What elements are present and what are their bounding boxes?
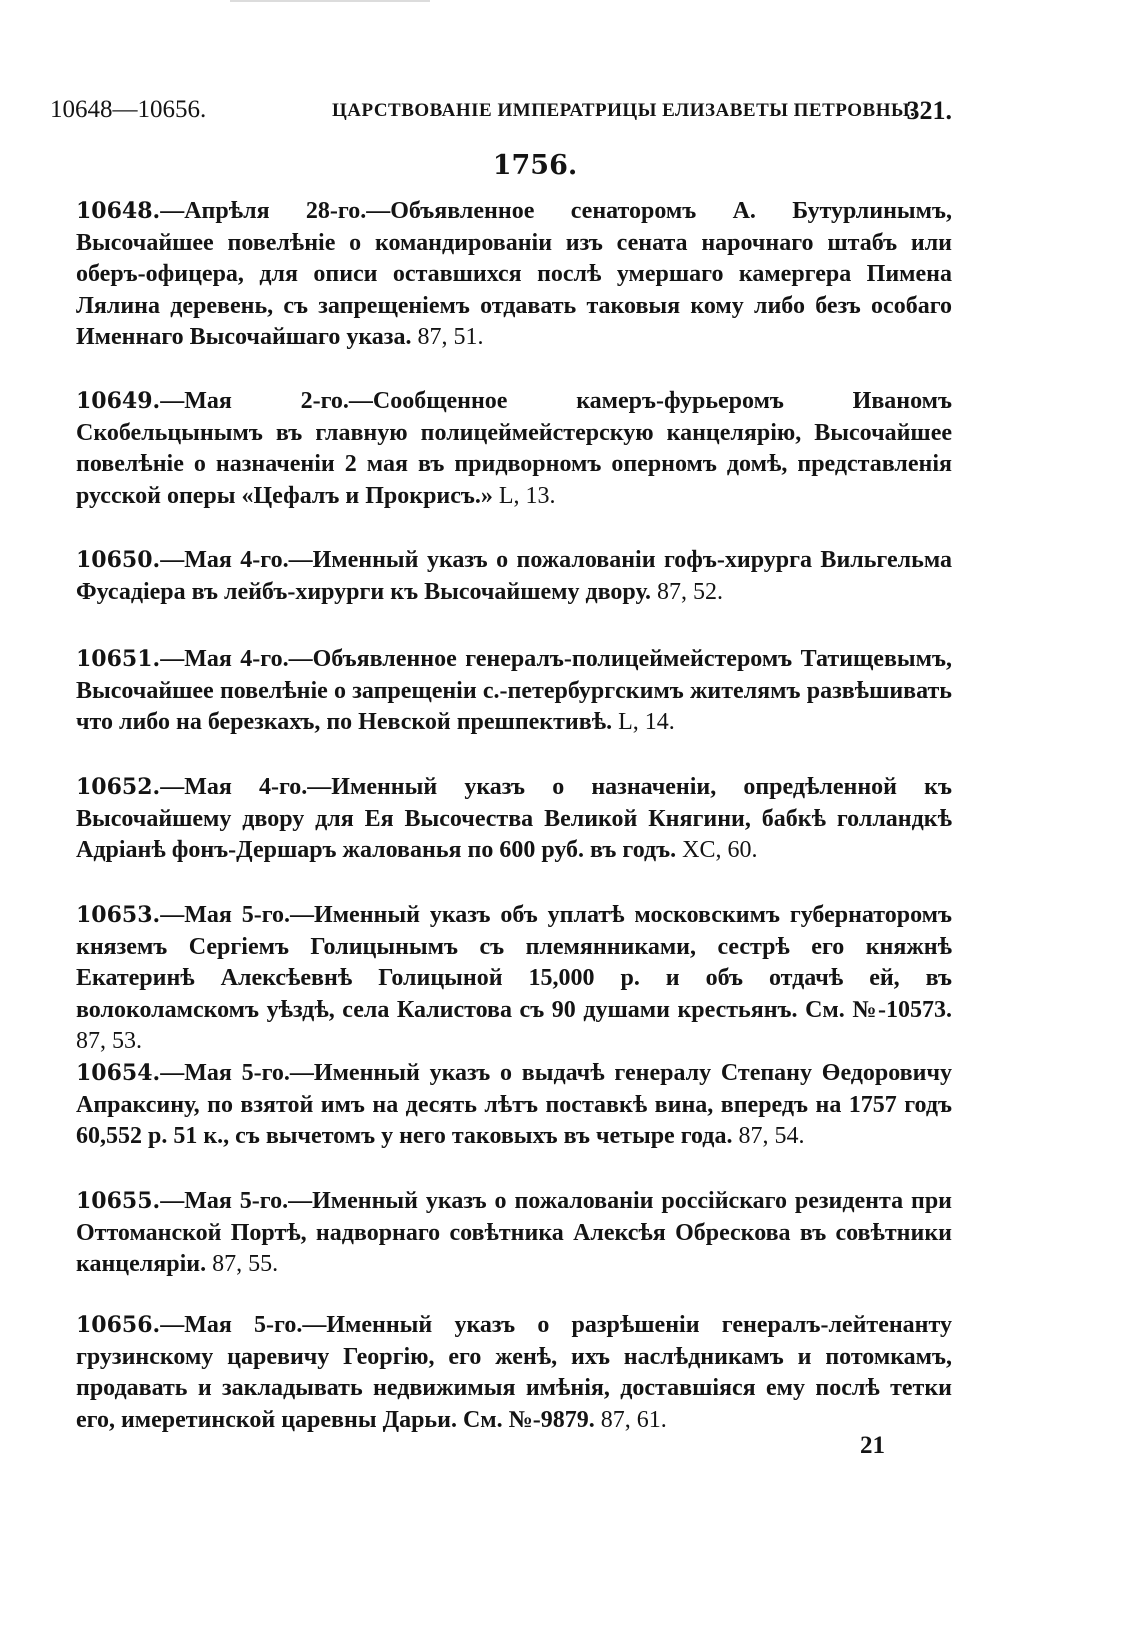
- page-number: 321.: [906, 96, 952, 125]
- entry-date: —Мая 5-го.—: [160, 1312, 327, 1338]
- entry-date: —Мая 4-го.—: [160, 646, 313, 672]
- running-header: [50, 96, 952, 132]
- entry-10648: [76, 196, 952, 354]
- entry-date: —Мая 4-го.—: [160, 774, 332, 800]
- entry-10656: [76, 1310, 952, 1436]
- entry-reference: 87, 52.: [651, 578, 724, 605]
- entry-reference: L, 14.: [612, 709, 675, 735]
- entry-date: —Мая 2-го.—: [160, 388, 373, 414]
- year-heading: 1756.: [492, 150, 578, 181]
- entry-number: 10656.: [76, 1312, 161, 1338]
- entry-reference: 87, 51.: [411, 324, 484, 350]
- entry-date: —Мая 5-го.—: [160, 1188, 313, 1214]
- running-title: ЦАРСТВОВАНІЕ ИМПЕРАТРИЦЫ ЕЛИЗАВЕТЫ ПЕТРОВНЫ.: [332, 100, 916, 121]
- entry-10654: [76, 1058, 952, 1153]
- entry-number: 10649.: [76, 388, 161, 414]
- entry-reference: XC, 60.: [676, 837, 758, 863]
- entry-10652: [76, 772, 952, 867]
- entry-number: 10651.: [76, 646, 161, 672]
- entry-text: Именный указъ о выдачѣ генералу Степану Өедоровичу Апраксину, по взятой имъ на десять лѣтъ поставкѣ вина, впередъ на 1757 годъ 60,552 р. 51 к., съ вычетомъ у него таковыхъ въ четыре года.: [76, 1060, 952, 1149]
- entry-10649: [76, 386, 952, 512]
- entry-text: Объявленное сенаторомъ А. Бутурлинымъ, Высочайшее повелѣніе о командированіи изъ сената нарочнаго штабъ или оберъ-офицера, для описи оставшихся послѣ умершаго камергера Пимена Лялина деревень, съ запрещеніемъ отдавать таковыя кому либо безъ особаго Именнаго Высочайшаго указа.: [76, 198, 952, 350]
- entry-date: —Мая 5-го.—: [160, 1060, 314, 1086]
- entry-text: Именный указъ о пожалованіи гофъ-хирурга Вильгельма Фусадіера въ лейбъ-хирурги къ Высочайшему двору.: [76, 547, 952, 605]
- entry-reference: 87, 54.: [732, 1123, 805, 1149]
- entry-number: 10653.: [76, 902, 161, 928]
- signature-mark: 21: [860, 1432, 885, 1459]
- entry-number: 10652.: [76, 774, 161, 800]
- entry-10650: [76, 545, 952, 608]
- entry-number: 10654.: [76, 1060, 161, 1086]
- entry-number: 10655.: [76, 1188, 161, 1214]
- entry-text: Именный указъ о пожалованіи россійскаго резидента при Оттоманской Портѣ, надворнаго совѣтника Алексѣя Обрескова въ совѣтники канцеляріи.: [76, 1188, 953, 1277]
- entry-10655: [76, 1186, 952, 1281]
- entry-text: Именный указъ о разрѣшеніи генералъ-лейтенанту грузинскому царевичу Георгію, его женѣ, ихъ наслѣдникамъ и потомкамъ, продавать и закладывать недвижимыя имѣнія, доставшіяся ему послѣ тетки его, имеретинской царевны Дарьи. См. №-9879.: [76, 1312, 952, 1433]
- entry-text: Именный указъ объ уплатѣ московскимъ губернаторомъ княземъ Сергіемъ Голицынымъ съ племянниками, сестрѣ его княжнѣ Екатеринѣ Алексѣевнѣ Голицыной 15,000 р. и объ отдачѣ ей, въ волоколамскомъ уѣздѣ, села Калистова съ 90 душами крестьянъ. См. №-10573.: [76, 902, 952, 1023]
- entry-reference: L, 13.: [492, 482, 556, 509]
- entry-date: —Апрѣля 28-го.—: [160, 198, 391, 224]
- entry-text: Именный указъ о назначеніи, опредѣленной къ Высочайшему двору для Ея Высочества Великой Княгини, бабкѣ голландкѣ Адріанѣ фонъ-Дершаръ жалованья по 600 руб. въ годъ.: [76, 774, 952, 863]
- entry-date: —Мая 5-го.—: [160, 902, 315, 928]
- entry-date: —Мая 4-го.—: [160, 547, 313, 573]
- scan-artifact: [230, 0, 430, 2]
- entry-number: 10648.: [76, 198, 161, 224]
- entry-reference: 87, 55.: [206, 1251, 279, 1277]
- entry-range: 10648—10656.: [50, 96, 207, 123]
- entry-reference: 87, 61.: [594, 1406, 667, 1433]
- entry-text: Сообщенное камеръ-фурьеромъ Иваномъ Скобельцынымъ въ главную полицеймейстерскую канцелярію, Высочайшее повелѣніе о назначеніи 2 мая въ придворномъ оперномъ домѣ, представленія русской оперы «Цефалъ и Прокрисъ.»: [76, 388, 953, 509]
- entry-text: Объявленное генералъ-полицеймейстеромъ Татищевымъ, Высочайшее повелѣніе о запрещеніи с.-петербургскимъ жителямъ развѣшивать что либо на березкахъ, по Невской прешпективѣ.: [76, 646, 953, 735]
- entry-reference: 87, 53.: [76, 1028, 142, 1054]
- entry-10653: [76, 900, 952, 1058]
- entry-number: 10650.: [76, 547, 161, 573]
- entry-10651: [76, 644, 952, 739]
